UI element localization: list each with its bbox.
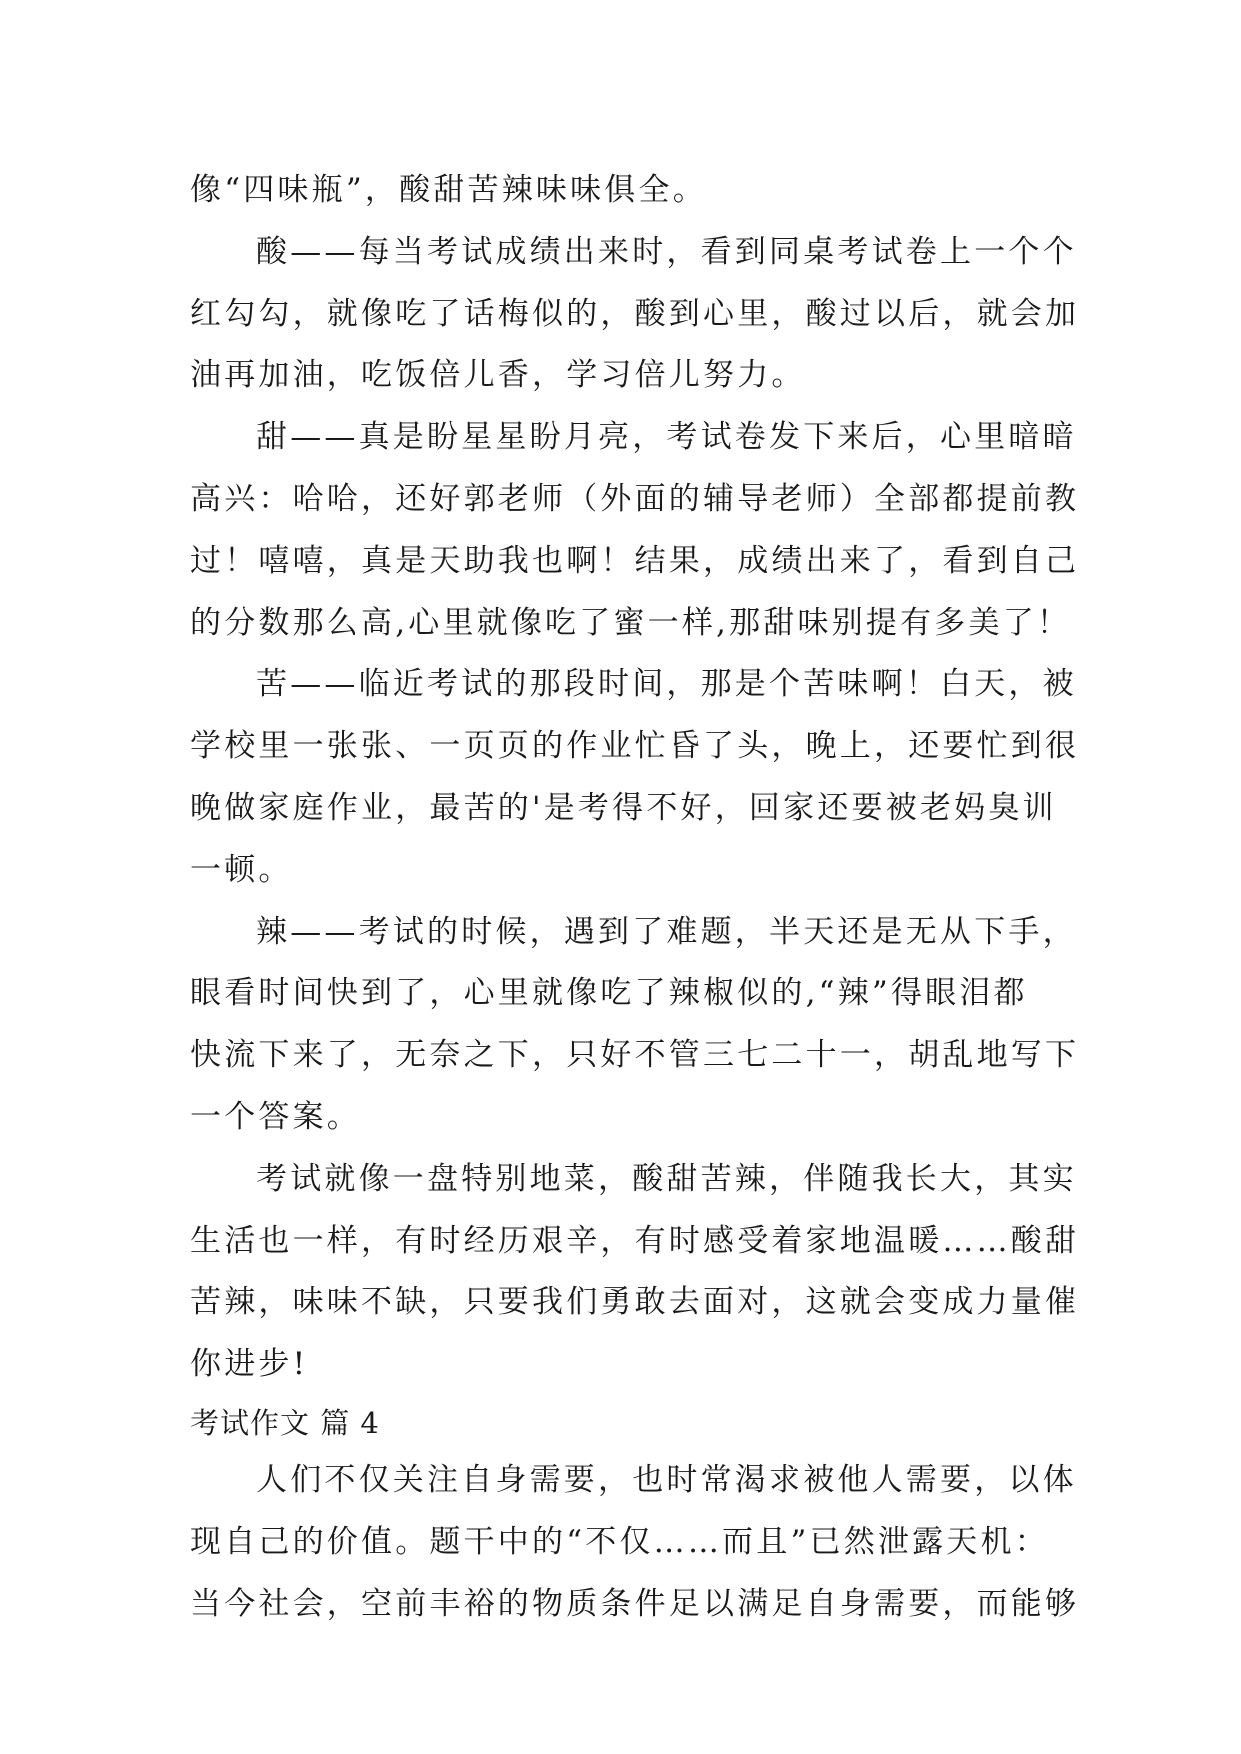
- text-line: 过！嘻嘻，真是天助我也啊！结果，成绩出来了，看到自己: [190, 542, 1080, 579]
- paragraph-start-line: 辣——考试的时候，遇到了难题，半天还是无从下手，: [256, 913, 1077, 950]
- document-body: [190, 160, 1080, 1635]
- paragraph-start-line: 考试就像一盘特别地菜，酸甜苦辣，伴随我长大，其实: [256, 1160, 1077, 1197]
- paragraph-start-line: 苦——临近考试的那段时间，那是个苦味啊！白天，被: [256, 666, 1077, 703]
- text-line: 生活也一样，有时经历艰辛，有时感受着家地温暖……酸甜: [190, 1222, 1080, 1259]
- text-line: 晚做家庭作业，最苦的'是考得不好，回家还要被老妈臭训: [190, 789, 1057, 826]
- paragraph-start-line: 酸——每当考试成绩出来时，看到同桌考试卷上一个个: [256, 233, 1077, 270]
- text-line: 高兴：哈哈，还好郭老师（外面的辅导老师）全部都提前教: [190, 480, 1080, 517]
- text-line: 一个答案。: [190, 1098, 361, 1135]
- section-heading: 考试作文 篇 4: [190, 1405, 380, 1440]
- text-line: 眼看时间快到了，心里就像吃了辣椒似的,“辣”得眼泪都: [190, 975, 1028, 1012]
- paragraph-start-line: 甜——真是盼星星盼月亮，考试卷发下来后，心里暗暗: [256, 419, 1077, 456]
- text-line: 油再加油，吃饭倍儿香，学习倍儿努力。: [190, 357, 806, 394]
- paragraph-start-line: 人们不仅关注自身需要，也时常渴求被他人需要，以体: [256, 1461, 1077, 1498]
- text-line: 快流下来了，无奈之下，只好不管三七二十一，胡乱地写下: [190, 1037, 1080, 1074]
- text-line: 红勾勾，就像吃了话梅似的，酸到心里，酸过以后，就会加: [190, 295, 1080, 332]
- text-line: 一顿。: [190, 851, 293, 888]
- text-line: 像“四味瓶”，酸甜苦辣味味俱全。: [190, 172, 707, 208]
- text-line: 苦辣，味味不缺，只要我们勇敢去面对，这就会变成力量催: [190, 1284, 1080, 1321]
- text-line: 当今社会，空前丰裕的物质条件足以满足自身需要，而能够: [190, 1585, 1080, 1622]
- text-line: 学校里一张张、一页页的作业忙昏了头，晚上，还要忙到很: [190, 728, 1080, 765]
- text-line: 的分数那么高,心里就像吃了蜜一样,那甜味别提有多美了！: [190, 604, 1072, 641]
- text-line: 现自己的价值。题干中的“不仅……而且”已然泄露天机：: [190, 1523, 1049, 1560]
- text-line: 你进步!: [190, 1346, 309, 1383]
